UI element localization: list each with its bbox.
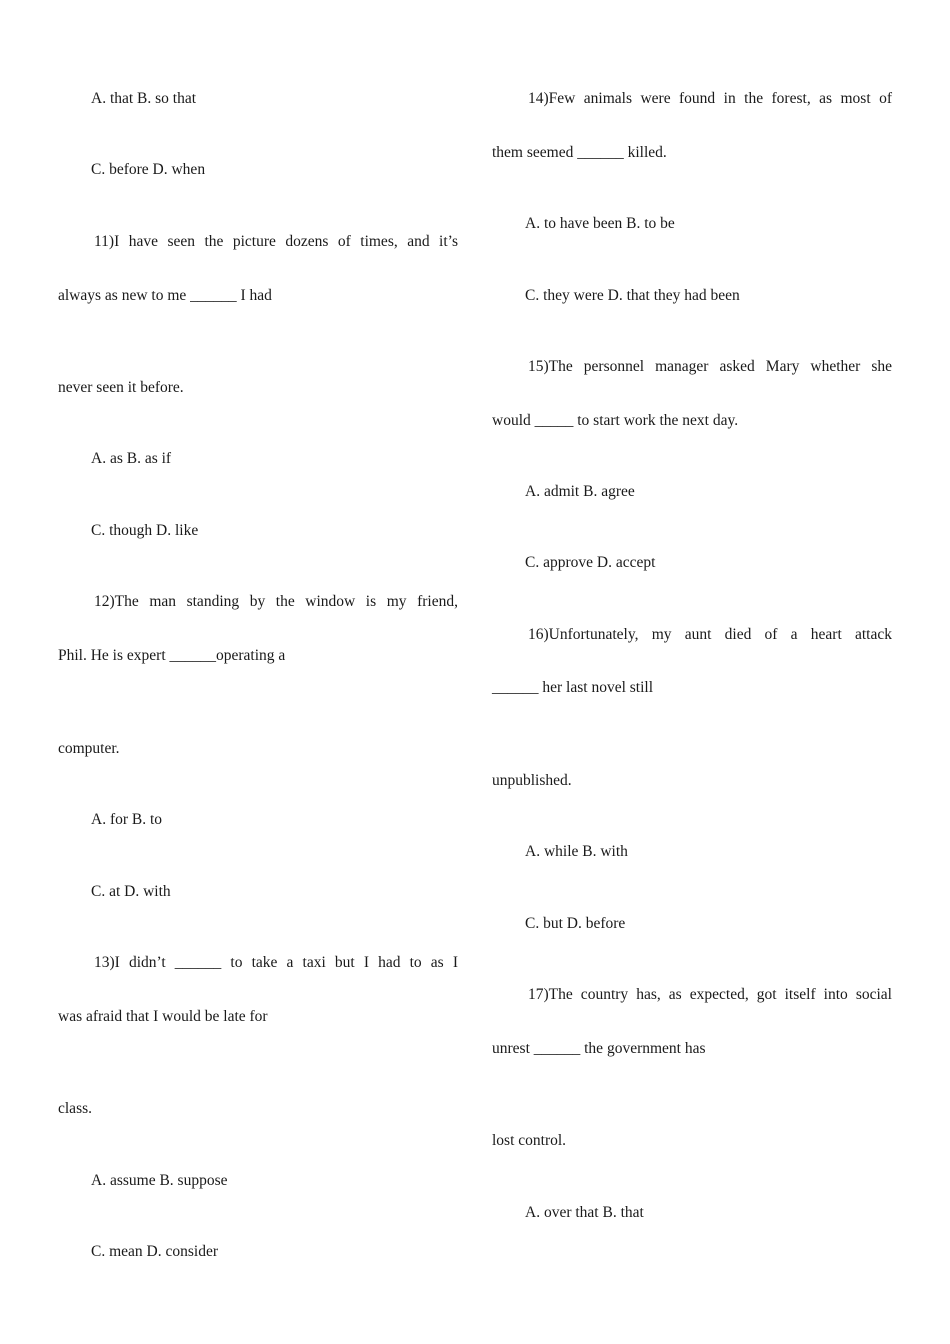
q12-options-ab: A. for B. to [91,811,163,828]
q13-options-ab: A. assume B. suppose [91,1172,228,1189]
q14-options-cd: C. they were D. that they had been [525,287,740,304]
q17-options-ab: A. over that B. that [525,1204,644,1221]
q16-line-2: ______ her last novel still [492,679,654,696]
q10-options-ab: A. that B. so that [91,90,197,107]
q11-line-1: 11)I have seen the picture dozens of times, and it’s [94,233,458,250]
q12-line-1: 12)The man standing by the window is my friend, [94,593,458,610]
q15-options-cd: C. approve D. accept [525,554,656,571]
q15-line-2: would _____ to start work the next day. [492,412,739,429]
q13-line-1: 13)I didn’t ______ to take a taxi but I had to as I [94,954,458,971]
q13-line-3: class. [58,1100,93,1117]
q11-line-3: never seen it before. [58,379,184,396]
q11-options-ab: A. as B. as if [91,450,172,467]
q17-line-1: 17)The country has, as expected, got itself into social [528,986,892,1003]
q16-options-ab: A. while B. with [525,843,628,860]
q11-options-cd: C. though D. like [91,522,199,539]
q12-line-2: Phil. He is expert ______operating a [58,647,286,664]
q12-line-3: computer. [58,740,120,757]
q14-line-2: them seemed ______ killed. [492,144,667,161]
q15-line-1: 15)The personnel manager asked Mary whether she [528,358,892,375]
q13-options-cd: C. mean D. consider [91,1243,218,1260]
q12-options-cd: C. at D. with [91,883,171,900]
q10-options-cd: C. before D. when [91,161,206,178]
q17-line-2: unrest ______ the government has [492,1040,706,1057]
q11-line-2: always as new to me ______ I had [58,287,272,304]
q14-options-ab: A. to have been B. to be [525,215,675,232]
q16-options-cd: C. but D. before [525,915,626,932]
q16-line-1: 16)Unfortunately, my aunt died of a heart attack [528,626,892,643]
q13-line-2: was afraid that I would be late for [58,1008,268,1025]
q17-line-3: lost control. [492,1132,567,1149]
q15-options-ab: A. admit B. agree [525,483,635,500]
q14-line-1: 14)Few animals were found in the forest, as most of [528,90,892,107]
q16-line-3: unpublished. [492,772,572,789]
